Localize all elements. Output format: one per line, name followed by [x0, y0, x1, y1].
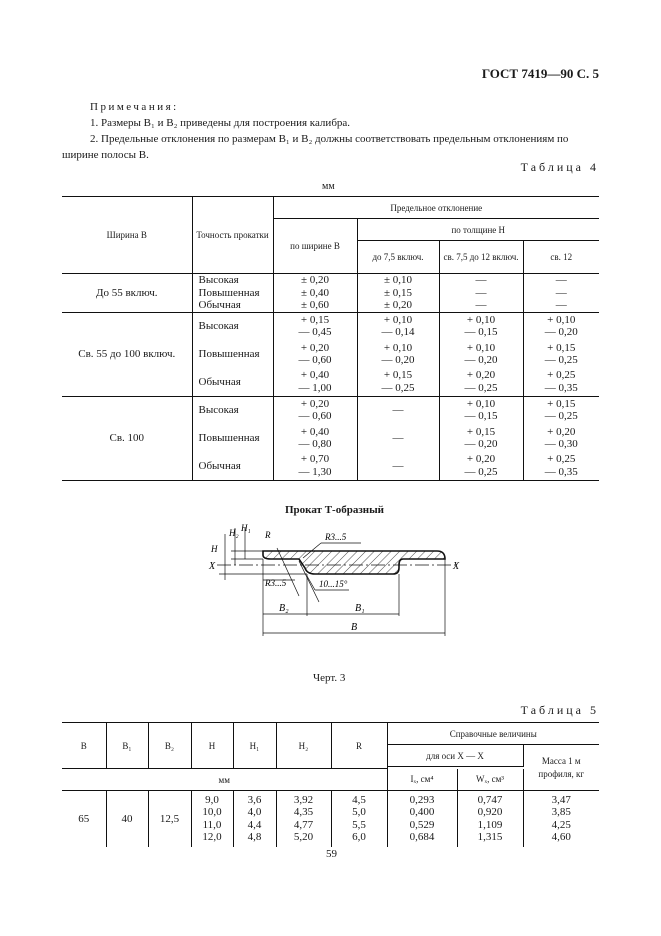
table-4-group-width: До 55 включ.: [62, 274, 192, 313]
value-line: 6,0: [352, 831, 366, 844]
table-4-cell-by-width: ± 0,40: [273, 287, 357, 300]
value-line: 0,747: [477, 793, 503, 806]
value-line: 12,0: [202, 831, 222, 844]
value-line: 0,293: [409, 793, 435, 806]
table-4-cell-by-width: + 0,15 — 0,45: [273, 312, 357, 340]
table-4-cell-thick-1: ± 0,10: [357, 274, 439, 287]
axis-x-right-label: X: [453, 561, 460, 572]
table-5-header-mass: Масса 1 м профиля, кг: [523, 745, 599, 791]
value-line: 5,20: [293, 831, 314, 844]
table-4-cell-thick-3: —: [523, 299, 599, 312]
table-4-cell-thick-3: + 0,25 — 0,35: [523, 452, 599, 480]
table-5-header-Ix: Iₓ, см⁴: [387, 769, 457, 791]
value-line: 3,85: [551, 806, 571, 819]
table-4-cell-thick-1: + 0,10 — 0,20: [357, 340, 439, 368]
label-R35-top: R3...5: [325, 532, 347, 542]
table-4-cell-accuracy: Обычная: [192, 452, 273, 480]
table-4-unit: мм: [322, 181, 335, 192]
table-4-cell-thick-1: —: [357, 424, 439, 452]
table-4-header-thick-1: до 7,5 включ.: [357, 241, 439, 274]
table-4-cell-by-width: + 0,40 — 1,00: [273, 368, 357, 396]
table-4-cell-thick-2: + 0,10 — 0,20: [439, 340, 523, 368]
table-4-cell-thick-2: —: [439, 274, 523, 287]
table-4-cell-accuracy: Обычная: [192, 299, 273, 312]
table-4-cell-accuracy: Повышенная: [192, 287, 273, 300]
table-4-cell-thick-2: + 0,10 — 0,15: [439, 312, 523, 340]
table-5-cell-R: [331, 791, 387, 847]
label-R: R: [265, 530, 271, 540]
table-4-cell-accuracy: Высокая: [192, 396, 273, 424]
value-line: 1,315: [477, 831, 503, 844]
value-line: 4,60: [551, 831, 571, 844]
value-line: 10,0: [202, 806, 222, 819]
notes-block: [62, 99, 602, 163]
table-4-cell-accuracy: Повышенная: [192, 340, 273, 368]
table-4-cell-thick-3: + 0,15 — 0,25: [544, 397, 578, 423]
table-4-cell-by-width: + 0,20 — 0,60: [273, 396, 357, 424]
value-line: 3,92: [293, 793, 314, 806]
table-5-header-Wx: Wₓ, см³: [457, 769, 523, 791]
value-line: 4,0: [247, 806, 262, 819]
table-5-header-axis: для оси X — X: [387, 745, 523, 767]
table-4-cell-thick-2: —: [439, 287, 523, 300]
table-4-cell-thick-3: + 0,25 — 0,35: [523, 368, 599, 396]
value-line: 4,77: [293, 818, 314, 831]
note-item-1: 1. Размеры B₁ и B₂ приведены для построения калибра.: [90, 117, 351, 129]
table-4-cell-thick-2: + 0,10 — 0,15: [439, 396, 523, 424]
value-line: 4,35: [293, 806, 314, 819]
table-4-header-thick-3: св. 12: [523, 241, 599, 274]
table-4-group-width: Св. 55 до 100 включ.: [62, 312, 192, 396]
table-4-cell-thick-1: —: [357, 396, 439, 424]
value-line: 0,920: [477, 806, 503, 819]
value-line: 4,25: [551, 818, 571, 831]
note-item-2-line-1: 2. Предельные отклонения по размерам B₁ и B₂ должны соответствовать предельным отклонениям по: [90, 133, 569, 145]
value-line: 3,6: [247, 793, 262, 806]
table-5-header-H: H: [191, 723, 233, 769]
table-4-cell-thick-3: + 0,20 — 0,30: [544, 425, 578, 450]
page-header: ГОСТ 7419—90 С. 5: [481, 66, 599, 81]
page-number: 59: [326, 848, 337, 860]
value-line: 1,109: [477, 818, 503, 831]
table-4-header-width: Ширина B: [62, 197, 192, 274]
table-4-header-accuracy: Точность прокатки: [192, 197, 273, 274]
table-5-cell-B: 65: [62, 791, 106, 847]
axis-x-left-label: X: [209, 561, 216, 572]
table-5-cell-H: [191, 791, 233, 847]
table-5-cell-B1: 40: [106, 791, 148, 847]
table-4-cell-by-width: ± 0,60: [273, 299, 357, 312]
profile-section: [263, 551, 445, 574]
value-line: 5,5: [352, 818, 366, 831]
table-4-cell-accuracy: Повышенная: [192, 424, 273, 452]
value-line: 3,47: [551, 793, 571, 806]
table-4-cell-thick-1: ± 0,15: [357, 287, 439, 300]
table-5-header-unit: мм: [62, 769, 387, 791]
table-5-cell-Wx: [457, 791, 523, 847]
table-5-header-H1: H₁: [233, 723, 276, 769]
value-line: 5,0: [352, 806, 366, 819]
value-line: 4,5: [352, 793, 366, 806]
table-4-cell-thick-3: + 0,15 — 0,25: [544, 341, 578, 366]
table-4-cell-thick-1: + 0,15 — 0,25: [357, 368, 439, 396]
table-4-cell-accuracy: Обычная: [192, 368, 273, 396]
table-5-cell-H2: [276, 791, 331, 847]
label-H2: H₂: [229, 528, 239, 538]
label-R35-bottom: R3...5: [265, 578, 287, 588]
table-5-cell-mass: [523, 791, 599, 847]
table-5: [62, 722, 599, 847]
table-5-cell-H1: [233, 791, 276, 847]
table-5-header-H2: H₂: [276, 723, 331, 769]
value-line: 0,684: [409, 831, 435, 844]
table-5-cell-Ix: [387, 791, 457, 847]
table-4-cell-thick-1: + 0,10 — 0,14: [357, 312, 439, 340]
table-5-header-ref: Справочные величины: [387, 723, 599, 745]
value-line: 11,0: [202, 818, 222, 831]
table-4-cell-thick-2: + 0,20 — 0,25: [439, 368, 523, 396]
table-4-cell-accuracy: Высокая: [192, 312, 273, 340]
value-line: 0,400: [409, 806, 435, 819]
notes-title: Примечания:: [90, 101, 179, 113]
table-5-header-R: R: [331, 723, 387, 769]
table-4-cell-thick-2: + 0,15 — 0,20: [439, 424, 523, 452]
table-5-label: Таблица 5: [520, 703, 599, 717]
value-line: 4,8: [247, 831, 262, 844]
label-H: H: [211, 544, 218, 554]
label-H1: H₁: [241, 523, 251, 533]
table-4-header-by-thickness: по толщине H: [357, 219, 599, 241]
table-4-cell-by-width: + 0,40 — 0,80: [273, 424, 357, 452]
table-4-header-thick-2: св. 7,5 до 12 включ.: [439, 241, 523, 274]
table-4-cell-thick-3: —: [555, 286, 567, 299]
table-4-cell-by-width: + 0,70 — 1,30: [273, 452, 357, 480]
table-4-cell-thick-3: + 0,10 — 0,20: [544, 313, 578, 339]
table-4-cell-thick-3: —: [555, 274, 567, 286]
figure-caption: Черт. 3: [313, 672, 346, 684]
value-line: 4,4: [247, 818, 262, 831]
value-line: 0,529: [409, 818, 435, 831]
table-4-cell-thick-1: —: [357, 452, 439, 480]
label-B1: B₁: [355, 603, 365, 614]
table-4-header-deviation: Предельное отклонение: [273, 197, 599, 219]
table-4-header-by-width: по ширине B: [273, 219, 357, 274]
table-4-cell-thick-2: + 0,20 — 0,25: [439, 452, 523, 480]
value-line: 9,0: [205, 793, 219, 806]
table-4-cell-by-width: + 0,20 — 0,60: [273, 340, 357, 368]
table-5-header-B: B: [62, 723, 106, 769]
t-profile-drawing: [195, 518, 485, 642]
table-4-cell-accuracy: Высокая: [192, 274, 273, 287]
label-angle: 10...15°: [319, 579, 348, 589]
figure-title: Прокат Т-образный: [285, 504, 385, 516]
table-4-label: Таблица 4: [520, 160, 599, 174]
table-5-header-B2: B₂: [148, 723, 191, 769]
table-4-cell-thick-2: —: [439, 299, 523, 312]
label-B: B: [351, 622, 358, 633]
table-5-cell-B2: 12,5: [148, 791, 191, 847]
label-B2: B₂: [279, 603, 289, 614]
table-4-cell-thick-1: ± 0,20: [357, 299, 439, 312]
table-4: [62, 196, 599, 481]
note-item-2-line-2: ширине полосы B.: [62, 149, 149, 161]
table-5-header-B1: B₁: [106, 723, 148, 769]
table-4-group-width: Св. 100: [62, 396, 192, 480]
table-4-cell-by-width: ± 0,20: [273, 274, 357, 287]
